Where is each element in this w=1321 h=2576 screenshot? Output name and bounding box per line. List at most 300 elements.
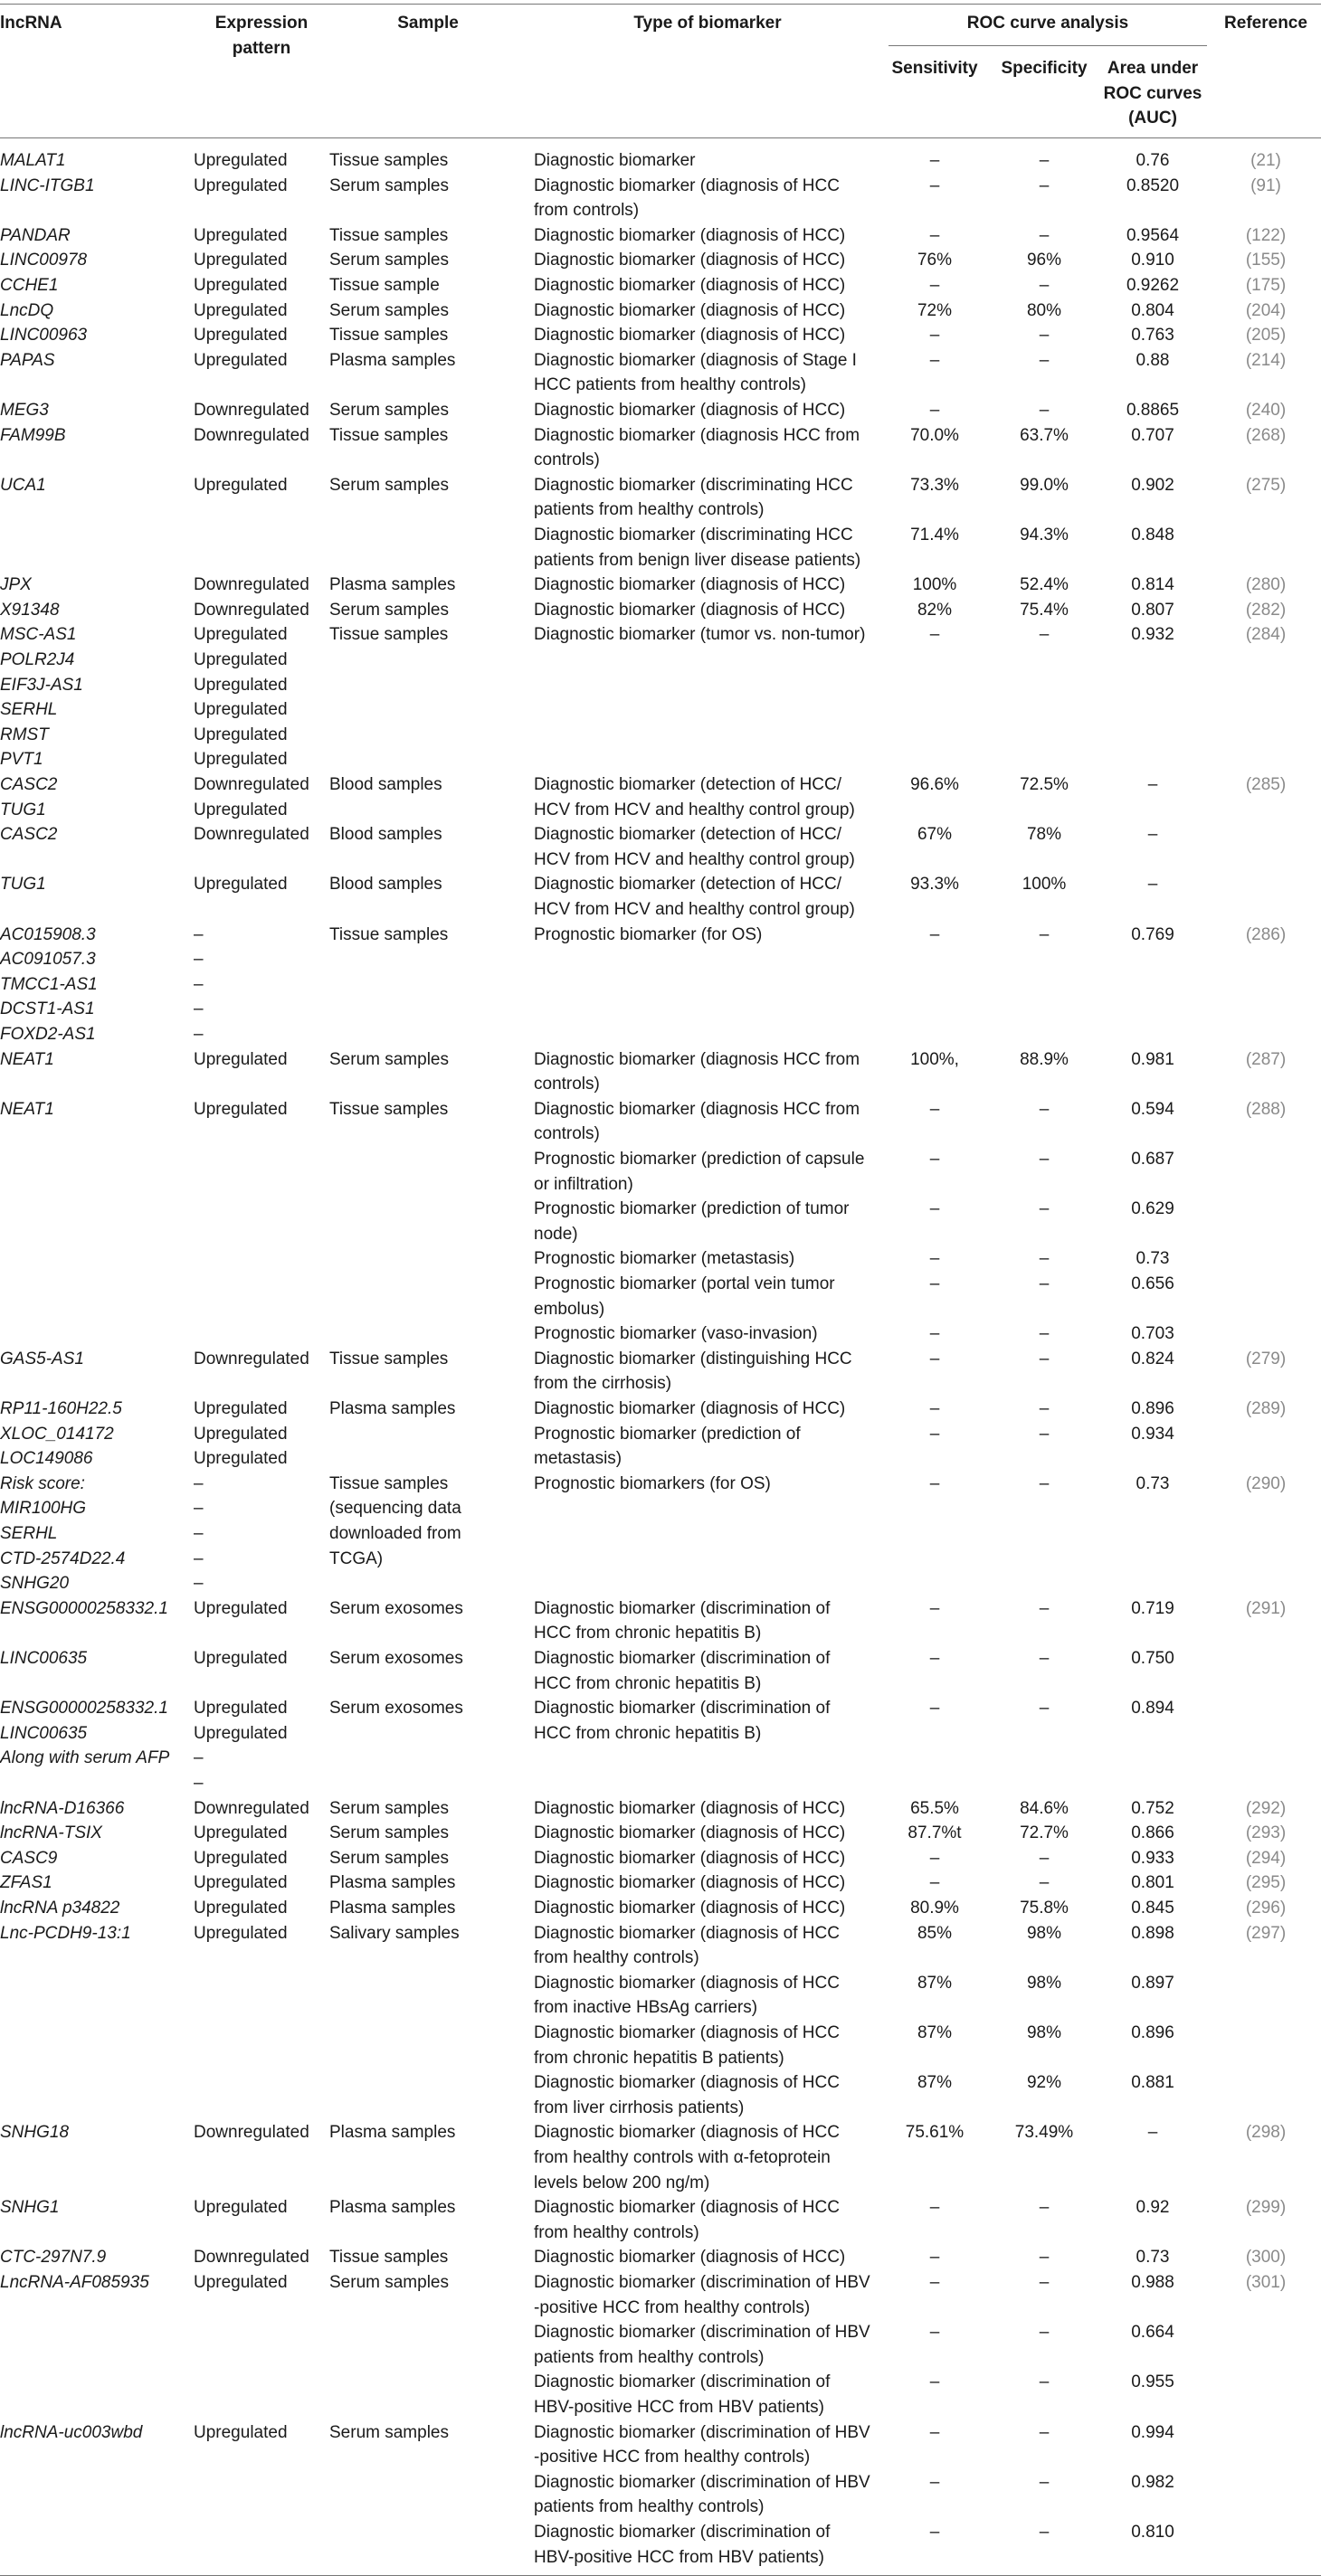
- cell-specificity: –: [1039, 326, 1050, 346]
- table-row: [0, 1397, 1321, 1422]
- cell-biomarker-type: Diagnostic biomarker (diagnosis of HCC): [534, 1899, 846, 1918]
- cell-biomarker-type: Diagnostic biomarker (diagnosis of HCC): [534, 600, 846, 620]
- cell-biomarker-type: Diagnostic biomarker (diagnosis of HCC from chronic hepatitis B patients): [534, 2023, 840, 2068]
- cell-sensitivity: 87.7%t: [908, 1823, 962, 1843]
- cell-sensitivity: –: [929, 1274, 940, 1293]
- cell-sample: Plasma samples: [329, 2123, 456, 2143]
- cell-specificity: –: [1039, 2273, 1050, 2292]
- cell-sensitivity: 85%: [917, 1923, 953, 1943]
- header-expression: Expression pattern: [214, 14, 309, 58]
- cell-lncrna: TUG1: [0, 875, 46, 895]
- cell-lncrna: PANDAR: [0, 225, 71, 245]
- cell-expression: Downregulated: [194, 600, 309, 620]
- cell-sample: Plasma samples: [329, 575, 456, 595]
- cell-lncrna: CCHE1: [0, 276, 59, 295]
- cell-sample: Serum samples: [329, 1823, 449, 1843]
- cell-specificity: 92%: [1026, 2073, 1062, 2093]
- cell-sample: Plasma samples: [329, 1873, 456, 1893]
- cell-sensitivity: –: [929, 2422, 940, 2442]
- cell-reference: (205): [1245, 326, 1287, 346]
- cell-lncrna: NEAT1: [0, 1099, 54, 1119]
- cell-sample: Tissue samples: [329, 1099, 449, 1119]
- cell-specificity: –: [1039, 225, 1050, 245]
- cell-sensitivity: 87%: [917, 1973, 953, 1993]
- cell-expression: Upregulated: [194, 300, 288, 320]
- cell-auc: 0.988: [1131, 2273, 1174, 2292]
- cell-expression: Upregulated: [194, 1399, 288, 1418]
- cell-biomarker-type: Prognostic biomarkers (for OS): [534, 1473, 771, 1493]
- cell-biomarker-type: Diagnostic biomarker (detection of HCC/ HCV from HCV and healthy control group): [534, 875, 855, 919]
- cell-sensitivity: 70.0%: [910, 425, 959, 445]
- cell-expression: Upregulated: [194, 2273, 288, 2292]
- cell-biomarker-type: Diagnostic biomarker (discriminating HCC patients from benign liver disease patients): [534, 526, 861, 570]
- table-row: [0, 2420, 1321, 2470]
- cell-auc: 0.92: [1136, 2198, 1170, 2218]
- cell-sensitivity: –: [929, 924, 940, 944]
- cell-lncrna: lncRNA-uc003wbd: [0, 2422, 143, 2442]
- cell-biomarker-type: Diagnostic biomarker (diagnosis of HCC): [534, 1873, 846, 1893]
- cell-specificity: –: [1039, 2372, 1050, 2392]
- cell-sample: Blood samples: [329, 875, 442, 895]
- cell-auc: 0.9564: [1126, 225, 1180, 245]
- cell-sensitivity: –: [929, 625, 940, 645]
- cell-auc: 0.824: [1131, 1349, 1174, 1368]
- cell-sensitivity: 100%: [912, 575, 957, 595]
- cell-biomarker-type: Diagnostic biomarker (detection of HCC/ HCV from HCV and healthy control group): [534, 775, 855, 819]
- cell-sample: Serum samples: [329, 2273, 449, 2292]
- cell-expression: Upregulated: [194, 1848, 288, 1868]
- cell-sensitivity: –: [929, 1873, 940, 1893]
- cell-expression: Downregulated: [194, 575, 309, 595]
- header-reference: Reference: [1224, 14, 1307, 33]
- cell-expression: Upregulated: [194, 251, 288, 270]
- cell-reference: (296): [1245, 1899, 1287, 1918]
- cell-sample: Tissue samples: [329, 2248, 449, 2268]
- cell-biomarker-type: Diagnostic biomarker (discrimination of HBV -positive HCC from healthy controls): [534, 2422, 870, 2467]
- cell-sensitivity: –: [929, 1349, 940, 1368]
- table-row: [0, 1422, 1321, 1472]
- cell-specificity: –: [1039, 276, 1050, 295]
- cell-sensitivity: 93.3%: [910, 875, 959, 895]
- cell-biomarker-type: Diagnostic biomarker (detection of HCC/ HCV from HCV and healthy control group): [534, 825, 855, 869]
- cell-reference: (275): [1245, 475, 1287, 495]
- cell-specificity: –: [1039, 1324, 1050, 1344]
- cell-sample: Serum samples: [329, 2422, 449, 2442]
- cell-expression: Downregulated: [194, 2248, 309, 2268]
- cell-sample: Tissue samples: [329, 625, 449, 645]
- cell-sample: Plasma samples: [329, 1399, 456, 1418]
- table-row: [0, 598, 1321, 623]
- table-row: [0, 298, 1321, 324]
- cell-sample: Serum samples: [329, 251, 449, 270]
- cell-expression: – – – – –: [194, 1473, 204, 1594]
- table-row: [0, 1097, 1321, 1147]
- cell-biomarker-type: Prognostic biomarker (portal vein tumor embolus): [534, 1274, 835, 1319]
- cell-specificity: 78%: [1026, 825, 1062, 845]
- cell-biomarker-type: Diagnostic biomarker: [534, 151, 696, 170]
- cell-specificity: 75.4%: [1020, 600, 1069, 620]
- cell-auc: 0.814: [1131, 575, 1174, 595]
- cell-sensitivity: 100%,: [910, 1049, 959, 1069]
- cell-expression: Upregulated: [194, 875, 288, 895]
- cell-specificity: 63.7%: [1020, 425, 1069, 445]
- cell-lncrna: LINC00978: [0, 251, 88, 270]
- cell-sensitivity: –: [929, 1249, 940, 1269]
- cell-specificity: 88.9%: [1020, 1049, 1069, 1069]
- cell-sensitivity: –: [929, 2323, 940, 2343]
- cell-biomarker-type: Diagnostic biomarker (diagnosis of HCC): [534, 300, 846, 320]
- cell-lncrna: X91348: [0, 600, 60, 620]
- cell-reference: (21): [1250, 151, 1281, 170]
- cell-expression: Downregulated Upregulated: [194, 775, 309, 819]
- cell-auc: 0.933: [1131, 1848, 1174, 1868]
- cell-expression: Upregulated: [194, 1099, 288, 1119]
- cell-auc: 0.76: [1136, 151, 1170, 170]
- table-row: [0, 323, 1321, 348]
- cell-specificity: 98%: [1026, 1973, 1062, 1993]
- cell-specificity: 80%: [1026, 300, 1062, 320]
- cell-biomarker-type: Diagnostic biomarker (diagnosis of HCC): [534, 1848, 846, 1868]
- cell-lncrna: NEAT1: [0, 1049, 54, 1069]
- cell-lncrna: Risk score: MIR100HG SERHL CTD-2574D22.4 SNHG20: [0, 1473, 126, 1594]
- cell-reference: (292): [1245, 1798, 1287, 1818]
- cell-sample: Tissue samples: [329, 924, 449, 944]
- cell-expression: Upregulated: [194, 151, 288, 170]
- cell-biomarker-type: Prognostic biomarker (vaso-invasion): [534, 1324, 818, 1344]
- header-sample: Sample: [397, 14, 459, 33]
- cell-lncrna: MALAT1: [0, 151, 66, 170]
- table-row: [0, 1896, 1321, 1921]
- cell-reference: (289): [1245, 1399, 1287, 1418]
- cell-sample: Serum exosomes: [329, 1649, 463, 1668]
- cell-expression: Upregulated: [194, 1049, 288, 1069]
- cell-auc: 0.594: [1131, 1099, 1174, 1119]
- cell-expression: Upregulated: [194, 1923, 288, 1943]
- table-row: [0, 822, 1321, 872]
- cell-specificity: 72.5%: [1020, 775, 1069, 794]
- table-row: [0, 398, 1321, 423]
- cell-sensitivity: –: [929, 2273, 940, 2292]
- cell-lncrna: ENSG00000258332.1 LINC00635 Along with serum AFP: [0, 1699, 170, 1768]
- table-row: [0, 573, 1321, 598]
- cell-biomarker-type: Diagnostic biomarker (diagnosis of HCC): [534, 401, 846, 420]
- cell-biomarker-type: Diagnostic biomarker (diagnosis of HCC): [534, 2248, 846, 2268]
- cell-sensitivity: –: [929, 1424, 940, 1444]
- cell-reference: (286): [1245, 924, 1287, 944]
- cell-sensitivity: 87%: [917, 2073, 953, 2093]
- cell-sensitivity: –: [929, 401, 940, 420]
- cell-expression: Upregulated: [194, 1899, 288, 1918]
- cell-reference: (290): [1245, 1473, 1287, 1493]
- cell-sample: Tissue samples: [329, 225, 449, 245]
- cell-sample: Tissue samples (sequencing data downloaded from TCGA): [329, 1473, 461, 1568]
- cell-expression: Upregulated: [194, 2198, 288, 2218]
- cell-lncrna: lncRNA p34822: [0, 1899, 120, 1918]
- cell-biomarker-type: Diagnostic biomarker (diagnosis of HCC from controls): [534, 175, 840, 221]
- cell-specificity: –: [1039, 1274, 1050, 1293]
- cell-lncrna: JPX: [0, 575, 32, 595]
- cell-sensitivity: 72%: [917, 300, 953, 320]
- cell-sensitivity: –: [929, 1598, 940, 1618]
- cell-sensitivity: 73.3%: [910, 475, 959, 495]
- cell-lncrna: PAPAS: [0, 350, 55, 370]
- cell-sample: Blood samples: [329, 775, 442, 794]
- table-row: [0, 2245, 1321, 2270]
- cell-specificity: 75.8%: [1020, 1899, 1069, 1918]
- cell-sample: Salivary samples: [329, 1923, 460, 1943]
- cell-biomarker-type: Diagnostic biomarker (discrimination of HCC from chronic hepatitis B): [534, 1699, 831, 1743]
- table-row: [0, 923, 1321, 1047]
- cell-lncrna: LINC-ITGB1: [0, 175, 95, 195]
- cell-expression: Upregulated Upregulated: [194, 1424, 288, 1469]
- cell-specificity: 98%: [1026, 1923, 1062, 1943]
- cell-sample: Tissue samples: [329, 425, 449, 445]
- header-roc-group: ROC curve analysis: [966, 14, 1129, 33]
- cell-sample: Tissue sample: [329, 276, 440, 295]
- cell-reference: (155): [1245, 251, 1287, 270]
- cell-lncrna: LINC00635: [0, 1649, 88, 1668]
- table-row: [0, 1921, 1321, 1971]
- cell-reference: (301): [1245, 2273, 1287, 2292]
- cell-specificity: 99.0%: [1020, 475, 1069, 495]
- cell-auc: 0.804: [1131, 300, 1174, 320]
- cell-biomarker-type: Diagnostic biomarker (diagnosis HCC from controls): [534, 1049, 860, 1094]
- header-auc: Area under ROC curves (AUC): [1103, 59, 1202, 128]
- table-row: [0, 1147, 1321, 1197]
- cell-sensitivity: –: [929, 350, 940, 370]
- cell-specificity: –: [1039, 625, 1050, 645]
- table-row: [0, 473, 1321, 523]
- cell-lncrna: RP11-160H22.5: [0, 1399, 122, 1418]
- cell-biomarker-type: Diagnostic biomarker (diagnosis HCC from controls): [534, 1099, 860, 1144]
- cell-expression: Upregulated: [194, 475, 288, 495]
- cell-biomarker-type: Diagnostic biomarker (distinguishing HCC from the cirrhosis): [534, 1349, 852, 1394]
- cell-sensitivity: –: [929, 1699, 940, 1719]
- table-row: [0, 1596, 1321, 1646]
- cell-reference: (288): [1245, 1099, 1287, 1119]
- cell-sensitivity: –: [929, 1649, 940, 1668]
- cell-reference: (295): [1245, 1873, 1287, 1893]
- table-row: [0, 223, 1321, 249]
- cell-specificity: –: [1039, 350, 1050, 370]
- cell-reference: (294): [1245, 1848, 1287, 1868]
- cell-sensitivity: –: [929, 151, 940, 170]
- cell-auc: 0.73: [1136, 1249, 1170, 1269]
- roc-group-rule: [889, 45, 1207, 46]
- cell-lncrna: FAM99B: [0, 425, 66, 445]
- cell-auc: 0.845: [1131, 1899, 1174, 1918]
- cell-expression: Upregulated: [194, 326, 288, 346]
- cell-specificity: –: [1039, 1699, 1050, 1719]
- cell-auc: 0.896: [1131, 1399, 1174, 1418]
- cell-expression: Upregulated: [194, 175, 288, 195]
- table-row: [0, 1971, 1321, 2021]
- cell-specificity: 96%: [1026, 251, 1062, 270]
- cell-specificity: 52.4%: [1020, 575, 1069, 595]
- cell-biomarker-type: Prognostic biomarker (prediction of tumor node): [534, 1199, 850, 1244]
- cell-expression: Upregulated: [194, 1649, 288, 1668]
- cell-specificity: –: [1039, 2323, 1050, 2343]
- cell-auc: 0.881: [1131, 2073, 1174, 2093]
- table-row: [0, 1472, 1321, 1596]
- cell-sample: Serum samples: [329, 1798, 449, 1818]
- cell-expression: Upregulated: [194, 225, 288, 245]
- cell-sample: Serum exosomes: [329, 1598, 463, 1618]
- cell-lncrna: SNHG1: [0, 2198, 60, 2218]
- cell-lncrna: UCA1: [0, 475, 46, 495]
- table-row: [0, 2470, 1321, 2520]
- cell-expression: Upregulated: [194, 350, 288, 370]
- cell-auc: 0.73: [1136, 1473, 1170, 1493]
- table-row: [0, 348, 1321, 398]
- cell-specificity: –: [1039, 1199, 1050, 1219]
- cell-biomarker-type: Diagnostic biomarker (diagnosis of HCC from healthy controls): [534, 2198, 840, 2242]
- cell-reference: (175): [1245, 276, 1287, 295]
- cell-sensitivity: –: [929, 1199, 940, 1219]
- table-row: [0, 772, 1321, 822]
- cell-lncrna: lncRNA-TSIX: [0, 1823, 102, 1843]
- top-rule: [0, 4, 1321, 5]
- cell-biomarker-type: Diagnostic biomarker (diagnosis of HCC from healthy controls): [534, 1923, 840, 1968]
- cell-biomarker-type: Diagnostic biomarker (diagnosis of HCC): [534, 276, 846, 295]
- cell-biomarker-type: Prognostic biomarker (metastasis): [534, 1249, 795, 1269]
- cell-lncrna: ENSG00000258332.1: [0, 1598, 168, 1618]
- table-row: [0, 2270, 1321, 2320]
- cell-specificity: 94.3%: [1020, 526, 1069, 545]
- table-row: [0, 1347, 1321, 1397]
- cell-expression: Upregulated: [194, 2422, 288, 2442]
- cell-specificity: –: [1039, 1099, 1050, 1119]
- cell-sensitivity: –: [929, 1848, 940, 1868]
- cell-specificity: –: [1039, 1249, 1050, 1269]
- table-row: [0, 872, 1321, 922]
- cell-specificity: –: [1039, 1873, 1050, 1893]
- cell-expression: Downregulated: [194, 401, 309, 420]
- cell-expression: Downregulated: [194, 425, 309, 445]
- table-row: [0, 1821, 1321, 1846]
- cell-auc: –: [1147, 2123, 1158, 2143]
- table-row: [0, 423, 1321, 473]
- cell-auc: 0.810: [1131, 2523, 1174, 2542]
- table-row: [0, 2070, 1321, 2120]
- cell-reference: (268): [1245, 425, 1287, 445]
- cell-auc: 0.994: [1131, 2422, 1174, 2442]
- cell-sample: Serum samples: [329, 401, 449, 420]
- cell-sensitivity: –: [929, 1150, 940, 1169]
- cell-auc: 0.981: [1131, 1049, 1174, 1069]
- header-sensitivity: Sensitivity: [891, 59, 978, 78]
- cell-expression: Upregulated Upregulated – –: [194, 1699, 288, 1793]
- cell-sample: Tissue samples: [329, 1349, 449, 1368]
- cell-sensitivity: 75.61%: [905, 2123, 965, 2143]
- table-row: [0, 2320, 1321, 2370]
- cell-sample: Plasma samples: [329, 2198, 456, 2218]
- cell-sample: Tissue samples: [329, 151, 449, 170]
- cell-auc: 0.955: [1131, 2372, 1174, 2392]
- cell-biomarker-type: Diagnostic biomarker (tumor vs. non-tumor): [534, 625, 866, 645]
- cell-biomarker-type: Diagnostic biomarker (diagnosis of HCC): [534, 251, 846, 270]
- cell-specificity: –: [1039, 2198, 1050, 2218]
- cell-reference: (284): [1245, 625, 1287, 645]
- cell-specificity: –: [1039, 924, 1050, 944]
- cell-sensitivity: 80.9%: [910, 1899, 959, 1918]
- cell-biomarker-type: Diagnostic biomarker (diagnosis of HCC): [534, 1399, 846, 1418]
- cell-auc: 0.769: [1131, 924, 1174, 944]
- cell-biomarker-type: Prognostic biomarker (for OS): [534, 924, 763, 944]
- cell-lncrna: GAS5-AS1: [0, 1349, 84, 1368]
- cell-specificity: –: [1039, 2422, 1050, 2442]
- cell-expression: – – – – –: [194, 924, 204, 1044]
- cell-lncrna: LncRNA-AF085935: [0, 2273, 149, 2292]
- cell-expression: Downregulated: [194, 2123, 309, 2143]
- header-lncrna: lncRNA: [0, 14, 62, 33]
- cell-reference: (91): [1250, 175, 1281, 195]
- cell-biomarker-type: Diagnostic biomarker (diagnosis of HCC): [534, 1798, 846, 1818]
- cell-auc: 0.897: [1131, 1973, 1174, 1993]
- cell-sensitivity: 71.4%: [910, 526, 959, 545]
- cell-reference: (285): [1245, 775, 1287, 794]
- cell-biomarker-type: Diagnostic biomarker (diagnosis of HCC from inactive HBsAg carriers): [534, 1973, 840, 2018]
- cell-specificity: 72.7%: [1020, 1823, 1069, 1843]
- cell-biomarker-type: Diagnostic biomarker (diagnosis of HCC): [534, 225, 846, 245]
- cell-sensitivity: –: [929, 1399, 940, 1418]
- cell-biomarker-type: Diagnostic biomarker (diagnosis of HCC from healthy controls with α-fetoprotein levels below 200 ng/m): [534, 2123, 840, 2192]
- cell-sample: Serum exosomes: [329, 1699, 463, 1719]
- table-row: [0, 622, 1321, 772]
- cell-auc: 0.8865: [1126, 401, 1180, 420]
- cell-specificity: 84.6%: [1020, 1798, 1069, 1818]
- cell-specificity: –: [1039, 175, 1050, 195]
- cell-specificity: –: [1039, 1473, 1050, 1493]
- cell-biomarker-type: Diagnostic biomarker (discrimination of HCC from chronic hepatitis B): [534, 1598, 831, 1643]
- cell-auc: 0.687: [1131, 1150, 1174, 1169]
- cell-expression: Downregulated: [194, 825, 309, 845]
- cell-expression: Upregulated: [194, 276, 288, 295]
- cell-auc: 0.719: [1131, 1598, 1174, 1618]
- cell-lncrna: ZFAS1: [0, 1873, 52, 1893]
- cell-biomarker-type: Diagnostic biomarker (discrimination of HBV patients from healthy controls): [534, 2472, 870, 2517]
- cell-biomarker-type: Diagnostic biomarker (discriminating HCC patients from healthy controls): [534, 475, 853, 520]
- cell-biomarker-type: Prognostic biomarker (prediction of capsule or infiltration): [534, 1150, 865, 1194]
- cell-biomarker-type: Diagnostic biomarker (discrimination of HBV patients from healthy controls): [534, 2323, 870, 2367]
- cell-specificity: –: [1039, 1598, 1050, 1618]
- table-row: [0, 1321, 1321, 1347]
- header-biomarker-type: Type of biomarker: [633, 14, 782, 33]
- cell-sensitivity: –: [929, 225, 940, 245]
- cell-reference: (240): [1245, 401, 1287, 420]
- cell-specificity: –: [1039, 1649, 1050, 1668]
- cell-lncrna: XLOC_014172 LOC149086: [0, 1424, 114, 1469]
- cell-auc: 0.934: [1131, 1424, 1174, 1444]
- cell-sample: Plasma samples: [329, 350, 456, 370]
- cell-specificity: –: [1039, 151, 1050, 170]
- cell-specificity: –: [1039, 2472, 1050, 2492]
- cell-reference: (297): [1245, 1923, 1287, 1943]
- cell-auc: 0.894: [1131, 1699, 1174, 1719]
- cell-lncrna: LncDQ: [0, 300, 54, 320]
- table-row: [0, 523, 1321, 573]
- cell-sensitivity: 96.6%: [910, 775, 959, 794]
- cell-sensitivity: –: [929, 2472, 940, 2492]
- table-row: [0, 174, 1321, 223]
- cell-sample: Serum samples: [329, 1848, 449, 1868]
- cell-auc: 0.752: [1131, 1798, 1174, 1818]
- cell-reference: (293): [1245, 1823, 1287, 1843]
- cell-specificity: –: [1039, 1424, 1050, 1444]
- cell-lncrna: LINC00963: [0, 326, 88, 346]
- cell-auc: –: [1147, 775, 1158, 794]
- cell-expression: Downregulated: [194, 1798, 309, 1818]
